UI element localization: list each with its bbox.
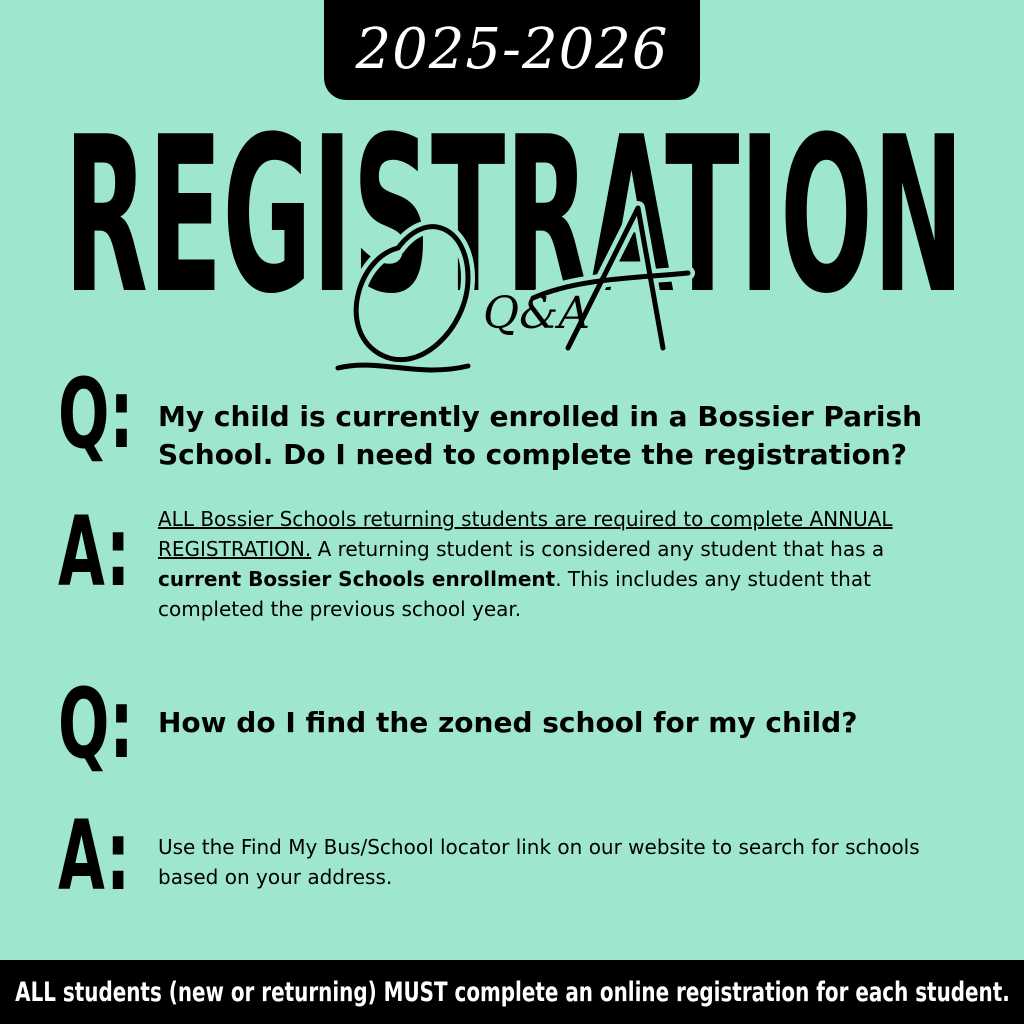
qa-subtitle: Q&A (483, 288, 591, 339)
footer-text: ALL students (new or returning) MUST complete an online registration for each student. (14, 976, 1010, 1008)
a-marker-1: A: (58, 496, 131, 608)
year-text: 2025-2026 (355, 17, 669, 82)
answer-1-part3: . This includes any student that completed the previous school year. (158, 567, 871, 621)
answer-1 (158, 504, 938, 624)
answer-2: Use the Find My Bus/School locator link on our website to search for schools based on your address. (158, 835, 920, 889)
q-marker-1: Q: (58, 358, 134, 470)
qa-script-logo (318, 188, 718, 388)
year-banner (324, 0, 700, 100)
page-title: REGISTRATION (64, 110, 964, 310)
answer-1-part2: A returning student is considered any student that has a (311, 537, 885, 561)
a-marker-2: A: (58, 800, 131, 912)
footer-banner (0, 960, 1024, 1024)
question-1: My child is currently enrolled in a Bossier Parish School. Do I need to complete the registration? (158, 400, 923, 471)
answer-1-underlined: ALL Bossier Schools returning students are required to complete ANNUAL REGISTRATION. (158, 507, 893, 561)
answer-1-bold: current Bossier Schools enrollment (158, 567, 556, 591)
q-marker-2: Q: (58, 668, 134, 780)
question-2: How do I find the zoned school for my child? (158, 706, 858, 739)
